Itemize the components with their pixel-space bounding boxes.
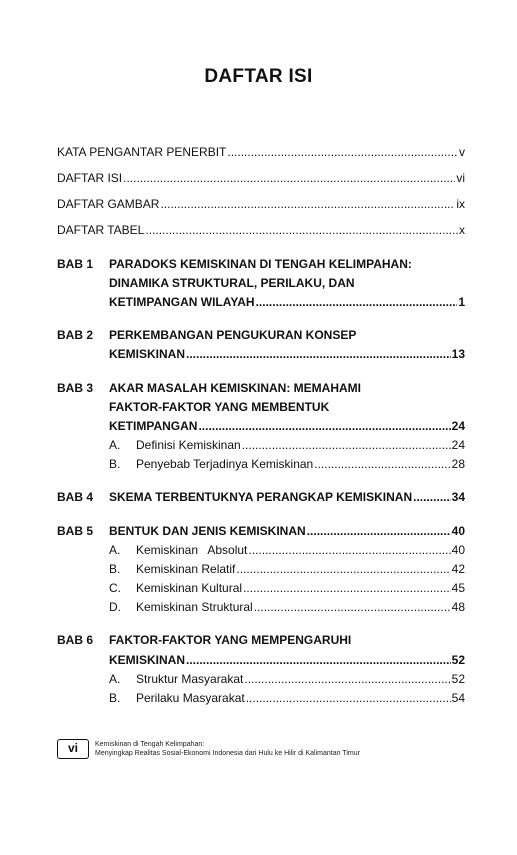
chapter-title-line: PARADOKS KEMISKINAN DI TENGAH KELIMPAHAN: bbox=[109, 257, 412, 271]
toc-entry-bab-3[interactable] bbox=[109, 419, 465, 434]
toc-entry-bab-5[interactable] bbox=[109, 524, 465, 539]
toc-entry-bab-1[interactable] bbox=[109, 295, 465, 310]
toc-page-number: 48 bbox=[451, 600, 465, 614]
toc-entry-definisi-kemiskinan[interactable] bbox=[136, 438, 465, 453]
toc-page-number: 24 bbox=[451, 419, 465, 433]
toc-page-number: 40 bbox=[451, 524, 465, 538]
toc-page-number: 52 bbox=[451, 672, 465, 686]
toc-page-number: 28 bbox=[451, 457, 465, 471]
toc-entry-label: KATA PENGANTAR PENERBIT bbox=[57, 145, 227, 159]
toc-entry-label: Kemiskinan Relatif bbox=[136, 562, 236, 576]
chapter-number: BAB 5 bbox=[57, 524, 94, 538]
dot-leader bbox=[256, 295, 458, 310]
dot-leader bbox=[243, 581, 451, 596]
chapter-number: BAB 2 bbox=[57, 328, 94, 342]
toc-page-number: ix bbox=[456, 197, 465, 211]
dot-leader bbox=[186, 653, 451, 668]
toc-entry-daftar-isi[interactable] bbox=[57, 171, 465, 186]
dot-leader bbox=[242, 438, 451, 453]
dot-leader bbox=[227, 145, 458, 160]
chapter-number: BAB 6 bbox=[57, 633, 94, 647]
chapter-title-line: BENTUK DAN JENIS KEMISKINAN bbox=[109, 524, 306, 538]
toc-entry-label: Kemiskinan Absolut bbox=[136, 543, 248, 557]
section-letter: D. bbox=[109, 600, 121, 614]
toc-entry-label: Struktur Masyarakat bbox=[136, 672, 244, 686]
dot-leader bbox=[314, 457, 450, 472]
toc-entry-daftar-gambar[interactable] bbox=[57, 197, 465, 212]
chapter-title-line: DINAMIKA STRUKTURAL, PERILAKU, DAN bbox=[109, 276, 355, 290]
dot-leader bbox=[244, 672, 450, 687]
toc-entry-label: DAFTAR ISI bbox=[57, 171, 123, 185]
dot-leader bbox=[236, 562, 450, 577]
toc-page-number: 52 bbox=[451, 653, 465, 667]
toc-entry-label: Kemiskinan Struktural bbox=[136, 600, 253, 614]
section-letter: B. bbox=[109, 562, 121, 576]
footer-book-subtitle: Menyingkap Realitas Sosial-Ekonomi Indonesia dari Hulu ke Hilir di Kalimantan Timur bbox=[95, 750, 360, 757]
page-title: DAFTAR ISI bbox=[204, 66, 313, 87]
running-footer bbox=[95, 740, 360, 758]
toc-entry-kemiskinan-kultural[interactable] bbox=[136, 581, 465, 596]
toc-page-number: 34 bbox=[451, 490, 465, 504]
toc-entry-kata-pengantar[interactable] bbox=[57, 145, 465, 160]
page-number-badge: vi bbox=[57, 739, 89, 759]
toc-page-number: 13 bbox=[451, 347, 465, 361]
chapter-title-line: KEMISKINAN bbox=[109, 653, 186, 667]
dot-leader bbox=[254, 600, 451, 615]
toc-page-number: x bbox=[459, 223, 465, 237]
dot-leader bbox=[198, 419, 450, 434]
toc-entry-struktur-masyarakat[interactable] bbox=[136, 672, 465, 687]
toc-page-number: 24 bbox=[451, 438, 465, 452]
section-letter: B. bbox=[109, 457, 121, 471]
toc-entry-kemiskinan-relatif[interactable] bbox=[136, 562, 465, 577]
dot-leader bbox=[145, 223, 458, 238]
dot-leader bbox=[307, 524, 451, 539]
toc-entry-bab-6[interactable] bbox=[109, 653, 465, 668]
toc-page-number: 54 bbox=[451, 691, 465, 705]
toc-entry-label: DAFTAR TABEL bbox=[57, 223, 145, 237]
toc-page-number: 42 bbox=[451, 562, 465, 576]
chapter-title-line: KEMISKINAN bbox=[109, 347, 186, 361]
chapter-number: BAB 1 bbox=[57, 257, 94, 271]
dot-leader bbox=[186, 347, 451, 362]
chapter-title-line: AKAR MASALAH KEMISKINAN: MEMAHAMI bbox=[109, 381, 361, 395]
chapter-title-line: KETIMPANGAN WILAYAH bbox=[109, 295, 255, 309]
toc-entry-penyebab-kemiskinan[interactable] bbox=[136, 457, 465, 472]
chapter-title-line: PERKEMBANGAN PENGUKURAN KONSEP bbox=[109, 328, 357, 342]
section-letter: B. bbox=[109, 691, 121, 705]
toc-entry-bab-2[interactable] bbox=[109, 347, 465, 362]
dot-leader bbox=[413, 490, 451, 505]
toc-entry-kemiskinan-absolut[interactable] bbox=[136, 543, 465, 558]
toc-page-number: 40 bbox=[451, 543, 465, 557]
toc-entry-bab-4[interactable] bbox=[109, 490, 465, 505]
toc-page-number: vi bbox=[456, 171, 465, 185]
chapter-number: BAB 3 bbox=[57, 381, 94, 395]
chapter-title-line: FAKTOR-FAKTOR YANG MEMPENGARUHI bbox=[109, 633, 352, 647]
section-letter: A. bbox=[109, 438, 121, 452]
toc-entry-label: Definisi Kemiskinan bbox=[136, 438, 241, 452]
chapter-number: BAB 4 bbox=[57, 490, 94, 504]
chapter-title-line: KETIMPANGAN bbox=[109, 419, 198, 433]
dot-leader bbox=[246, 691, 451, 706]
toc-page-number: 1 bbox=[458, 295, 465, 309]
toc-entry-label: Kemiskinan Kultural bbox=[136, 581, 243, 595]
toc-entry-label: Perilaku Masyarakat bbox=[136, 691, 245, 705]
toc-entry-label: Penyebab Terjadinya Kemiskinan bbox=[136, 457, 314, 471]
footer-book-title: Kemiskinan di Tengah Kelimpahan: bbox=[95, 741, 205, 748]
dot-leader bbox=[160, 197, 455, 212]
dot-leader bbox=[248, 543, 450, 558]
toc-page-number: v bbox=[459, 145, 465, 159]
toc-entry-perilaku-masyarakat[interactable] bbox=[136, 691, 465, 706]
toc-page-number: 45 bbox=[451, 581, 465, 595]
toc-entry-label: DAFTAR GAMBAR bbox=[57, 197, 160, 211]
chapter-title-line: FAKTOR-FAKTOR YANG MEMBENTUK bbox=[109, 400, 330, 414]
section-letter: C. bbox=[109, 581, 121, 595]
chapter-title-line: SKEMA TERBENTUKNYA PERANGKAP KEMISKINAN bbox=[109, 490, 413, 504]
dot-leader bbox=[123, 171, 455, 186]
toc-entry-kemiskinan-struktural[interactable] bbox=[136, 600, 465, 615]
section-letter: A. bbox=[109, 543, 121, 557]
section-letter: A. bbox=[109, 672, 121, 686]
toc-entry-daftar-tabel[interactable] bbox=[57, 223, 465, 238]
